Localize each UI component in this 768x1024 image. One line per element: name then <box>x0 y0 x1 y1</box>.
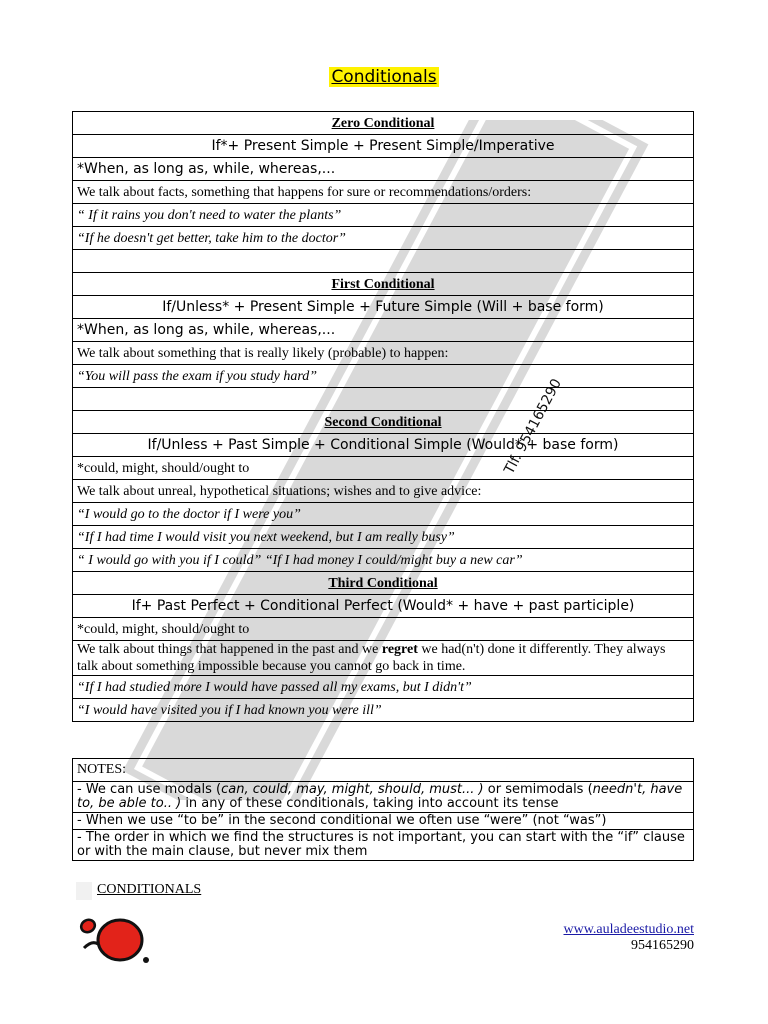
zero-example-1: “ If it rains you don't need to water the plants” <box>73 204 694 227</box>
zero-alternatives: *When, as long as, while, whereas,... <box>73 158 694 181</box>
notes-title: NOTES: <box>73 759 694 782</box>
page-title <box>0 67 768 87</box>
phone-number: 954165290 <box>631 938 694 953</box>
third-heading: Third Conditional <box>73 572 694 595</box>
second-heading: Second Conditional <box>73 411 694 434</box>
second-example-1: “I would go to the doctor if I were you” <box>73 503 694 526</box>
third-example-2: “I would have visited you if I had known you were ill” <box>73 699 694 722</box>
first-example-1: “You will pass the exam if you study hard” <box>73 365 694 388</box>
third-example-1: “If I had studied more I would have passed all my exams, but I didn't” <box>73 676 694 699</box>
zero-usage: We talk about facts, something that happens for sure or recommendations/orders: <box>73 181 694 204</box>
blank-row <box>73 388 694 411</box>
title-text: Conditionals <box>331 67 437 87</box>
third-alternatives: *could, might, should/ought to <box>73 618 694 641</box>
second-usage: We talk about unreal, hypothetical situations; wishes and to give advice: <box>73 480 694 503</box>
zero-formula: If*+ Present Simple + Present Simple/Imperative <box>73 135 694 158</box>
regret-emphasis: regret <box>381 642 418 657</box>
blank-row <box>73 250 694 273</box>
second-formula: If/Unless + Past Simple + Conditional Simple (Would* + base form) <box>73 434 694 457</box>
first-heading: First Conditional <box>73 273 694 296</box>
zero-example-2: “If he doesn't get better, take him to the doctor” <box>73 227 694 250</box>
auladeestudio-logo-icon <box>76 910 152 966</box>
second-example-3: “ I would go with you if I could” “If I had money I could/might buy a new car” <box>73 549 694 572</box>
zero-heading: Zero Conditional <box>73 112 694 135</box>
third-usage: We talk about things that happened in the past and we regret we had(n't) done it differently. They always talk about something impossible because you cannot go back in time. <box>73 641 694 676</box>
first-alternatives: *When, as long as, while, whereas,... <box>73 319 694 342</box>
note-modals: - We can use modals (can, could, may, might, should, must... ) or semimodals (needn't, have to, be able to.. ) in any of these conditionals, taking into account its tense <box>73 782 694 813</box>
second-alternatives: *could, might, should/ought to <box>73 457 694 480</box>
note-were: - When we use “to be” in the second conditional we often use “were” (not “was”) <box>73 813 694 830</box>
note-order: - The order in which we find the structures is not important, you can start with the “if” clause or with the main clause, but never mix them <box>73 830 694 861</box>
first-usage: We talk about something that is really likely (probable) to happen: <box>73 342 694 365</box>
third-formula: If+ Past Perfect + Conditional Perfect (Would* + have + past participle) <box>73 595 694 618</box>
website-link[interactable]: www.auladeestudio.net <box>563 922 694 937</box>
footer-marker <box>76 882 92 900</box>
watermark-phone: Tlf. 954165290 <box>501 376 566 477</box>
first-formula: If/Unless* + Present Simple + Future Simple (Will + base form) <box>73 296 694 319</box>
footer-contact <box>564 922 695 954</box>
conditionals-table <box>72 111 694 722</box>
second-example-2: “If I had time I would visit you next weekend, but I am really busy” <box>73 526 694 549</box>
footer-label: CONDITIONALS <box>97 882 202 897</box>
notes-table <box>72 758 694 861</box>
